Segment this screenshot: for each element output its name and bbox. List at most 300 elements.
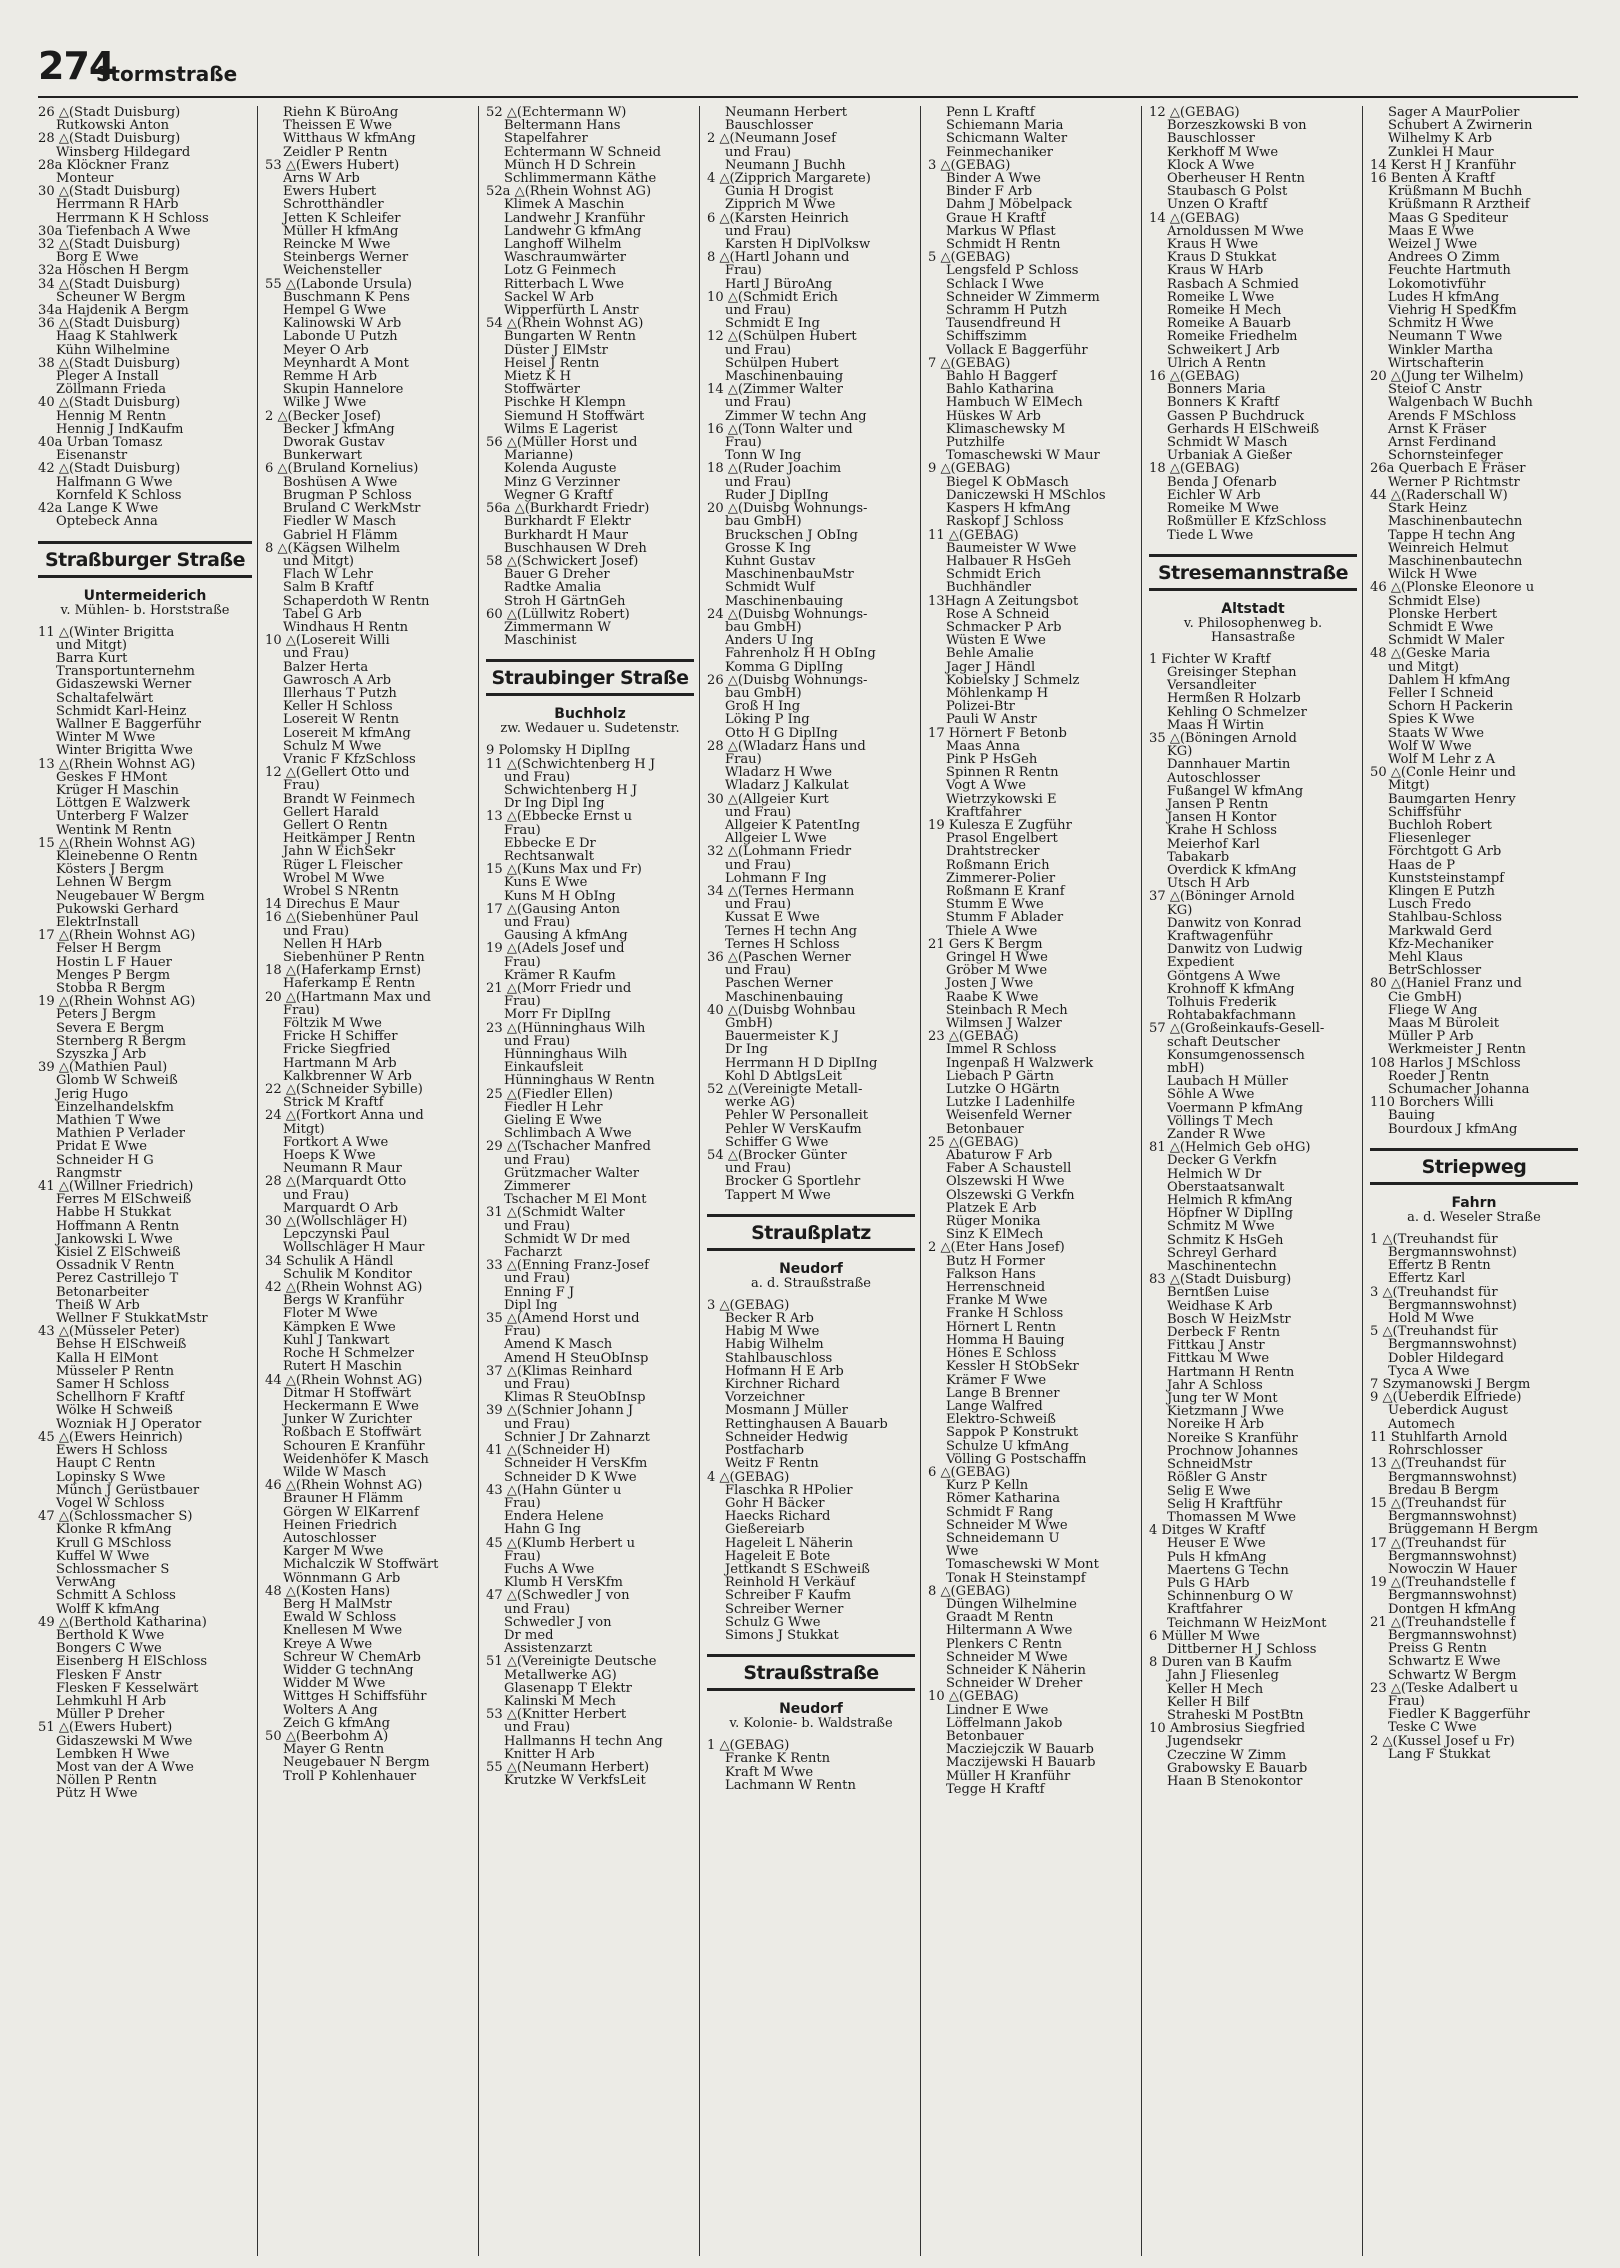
- street-section: [38, 541, 252, 618]
- directory-entry: Schellhorn F Kraftf: [56, 1391, 185, 1405]
- directory-entry: Schramm H Putzh: [946, 304, 1068, 318]
- page-number: 274: [38, 44, 115, 88]
- directory-entry: Pukowski Gerhard: [56, 902, 179, 916]
- directory-entry: Sappok P Konstrukt: [946, 1426, 1079, 1440]
- directory-entry: Siebenhüner P Rentn: [283, 951, 425, 965]
- directory-entry: Schmitz K HsGeh: [1167, 1233, 1284, 1247]
- directory-entry: Otto H G DiplIng: [725, 726, 838, 740]
- directory-entry: Nöllen P Rentn: [56, 1774, 157, 1788]
- directory-entry: Möhlenkamp H: [946, 686, 1049, 701]
- directory-entry: 60 △(Lüllwitz Robert): [486, 607, 630, 621]
- directory-entry: Bergmannswohnst): [1388, 1589, 1517, 1603]
- directory-entry: Schneider K Näherin: [946, 1663, 1086, 1678]
- directory-entry: Grabowsky E Bauarb: [1167, 1761, 1308, 1775]
- directory-entry: Kuns E Wwe: [504, 876, 588, 890]
- directory-entry: Pehler W Personalleit: [725, 1109, 869, 1123]
- directory-entry: Thomassen M Wwe: [1167, 1510, 1297, 1525]
- directory-entry: Schmidt F Rang: [946, 1505, 1054, 1519]
- directory-entry: Vogel W Schloss: [56, 1496, 165, 1511]
- directory-entry: Jahr A Schloss: [1167, 1378, 1263, 1393]
- district-name: Fahrn: [1451, 1194, 1497, 1211]
- directory-entry: Wellner F StukkatMstr: [56, 1312, 208, 1326]
- directory-entry: Wirtschafterin: [1388, 356, 1484, 371]
- street-section: [707, 1214, 915, 1291]
- directory-entry: Gieling E Wwe: [504, 1114, 602, 1128]
- directory-entry: Allgeier L Wwe: [725, 832, 827, 846]
- directory-entry: 34 △(Ternes Hermann: [707, 884, 855, 899]
- directory-entry: Jung ter W Mont: [1167, 1392, 1278, 1406]
- directory-entry: Zimmerer-Polier: [946, 871, 1056, 885]
- directory-entry: Haas de P: [1388, 858, 1456, 872]
- directory-entry: Theissen E Wwe: [283, 119, 393, 133]
- directory-entry: Einzelhandelskfm: [56, 1100, 174, 1115]
- directory-entry: Derbeck F Rentn: [1167, 1326, 1281, 1340]
- directory-entry: Frau): [283, 779, 320, 793]
- directory-entry: Habbe H Stukkat: [56, 1206, 172, 1220]
- directory-entry: Heckermann E Wwe: [283, 1399, 419, 1414]
- column-7: [1362, 106, 1583, 2256]
- directory-entry: 14 Kerst H J Kranführ: [1370, 158, 1516, 173]
- directory-entry: Binder F Arb: [946, 185, 1033, 199]
- directory-entry: 16 △(Tonn Walter und: [707, 422, 853, 437]
- directory-entry: Glomb W Schweiß: [56, 1074, 178, 1088]
- directory-entry: Wittges H Schiffsführ: [283, 1690, 427, 1704]
- directory-entry: 3 △(GEBAG): [707, 1298, 790, 1313]
- street-heading: Striepweg: [1370, 1148, 1578, 1185]
- directory-entry: Brugman P Schloss: [283, 488, 412, 503]
- directory-entry: Kreye A Wwe: [283, 1637, 373, 1651]
- directory-entry: 40 △(Duisbg Wohnbau: [707, 1003, 856, 1018]
- directory-entry: 14 △(GEBAG): [1149, 211, 1240, 225]
- directory-entry: Widder M Wwe: [283, 1677, 386, 1691]
- street-range: zw. Wedauer u. Sudetenstr.: [500, 721, 680, 737]
- directory-entry: Penn L Kraftf: [946, 106, 1035, 120]
- directory-entry: Franke K Rentn: [725, 1752, 831, 1766]
- directory-entry: Wollschläger H Maur: [283, 1241, 425, 1255]
- directory-entry: Nowoczin W Hauer: [1388, 1562, 1517, 1577]
- directory-entry: MaschinenbauMstr: [725, 568, 854, 582]
- directory-entry: Klimaschewsky M: [946, 422, 1066, 437]
- directory-entry: Jansen P Rentn: [1167, 797, 1269, 812]
- directory-entry: Stroh H GärtnGeh: [504, 594, 626, 608]
- directory-entry: Olszewski G Verkfn: [946, 1188, 1075, 1202]
- directory-entry: Wüsten E Wwe: [946, 634, 1046, 648]
- directory-entry: Tonn W Ing: [725, 449, 802, 463]
- directory-entry: Wilhelmy K Arb: [1388, 132, 1492, 146]
- directory-entry: Haag K Stahlwerk: [56, 330, 178, 344]
- directory-entry: Optebeck Anna: [56, 515, 158, 529]
- directory-entry: Düngen Wilhelmine: [946, 1597, 1077, 1612]
- directory-entry: Frau): [504, 955, 541, 969]
- directory-entry: 9 △(GEBAG): [928, 462, 1011, 476]
- directory-entry: 2 △(Neumann Josef: [707, 132, 837, 146]
- directory-entry: Hallmanns H techn Ang: [504, 1734, 663, 1748]
- directory-entry: 53 △(Knitter Herbert: [486, 1708, 627, 1722]
- directory-entry: Schweikert J Arb: [1167, 343, 1280, 357]
- directory-entry: und Frau): [504, 1721, 571, 1735]
- directory-entry: Rüger Monika: [946, 1215, 1041, 1229]
- directory-entry: Lutzke I Ladenhilfe: [946, 1096, 1075, 1110]
- directory-entry: Boshüsen A Wwe: [283, 475, 398, 489]
- directory-entry: Maschinenbauing: [725, 594, 844, 608]
- directory-entry: Frau): [504, 1496, 541, 1511]
- directory-entry: KG): [1167, 903, 1193, 917]
- directory-entry: Keller H Mech: [1167, 1682, 1264, 1696]
- directory-entry: Kietzmann J Wwe: [1167, 1405, 1284, 1419]
- directory-entry: Bonners K Kraftf: [1167, 396, 1280, 410]
- directory-entry: Fiedler W Masch: [283, 515, 397, 529]
- street-heading: Straßburger Straße: [38, 541, 252, 578]
- directory-entry: Feller I Schneid: [1388, 686, 1494, 701]
- directory-entry: Eisenberg H ElSchloss: [56, 1655, 208, 1669]
- directory-entry: Meierhof Karl: [1167, 837, 1260, 851]
- directory-entry: Teichmann W HeizMont: [1167, 1616, 1327, 1630]
- street-range: v. Kolonie- b. Waldstraße: [729, 1716, 893, 1732]
- directory-entry: BetrSchlosser: [1388, 964, 1482, 978]
- directory-entry: Marianne): [504, 449, 574, 463]
- directory-entry: 52 △(Vereinigte Metall-: [707, 1083, 863, 1097]
- directory-entry: Müller H Kranführ: [946, 1769, 1071, 1783]
- directory-entry: Karsten H DiplVolksw: [725, 238, 871, 252]
- directory-entry: 6 △(Karsten Heinrich: [707, 211, 849, 225]
- directory-entry: Gohr H Bäcker: [725, 1496, 825, 1511]
- directory-entry: 16 △(GEBAG): [1149, 370, 1240, 384]
- directory-entry: Hünninghaus W Rentn: [504, 1074, 655, 1088]
- directory-entry: Bourdoux J kfmAng: [1388, 1122, 1518, 1136]
- directory-entry: Bauschlosser: [725, 119, 813, 133]
- directory-entry: Buschhausen W Dreh: [504, 541, 647, 555]
- directory-entry: Maas G Spediteur: [1388, 211, 1508, 225]
- directory-entry: Habig Wilhelm: [725, 1338, 824, 1352]
- directory-entry: Helmich R kfmAng: [1167, 1194, 1293, 1208]
- directory-entry: Most van der A Wwe: [56, 1760, 194, 1775]
- directory-entry: Herrenschneid: [946, 1281, 1046, 1295]
- directory-entry: 1 △(Treuhandst für: [1370, 1232, 1498, 1247]
- directory-entry: Krämer F Wwe: [946, 1373, 1047, 1387]
- directory-entry: Bergmannswohnst): [1388, 1549, 1517, 1563]
- directory-entry: Postfacharb: [725, 1444, 805, 1458]
- directory-entry: Baumgarten Henry: [1388, 792, 1516, 806]
- directory-entry: Preiss G Rentn: [1388, 1642, 1487, 1656]
- directory-entry: Schlimmermann Käthe: [504, 172, 657, 186]
- directory-entry: Franke M Wwe: [946, 1294, 1048, 1308]
- directory-entry: Morr Fr DiplIng: [504, 1008, 611, 1022]
- directory-entry: Maczijewski H Bauarb: [946, 1756, 1096, 1770]
- directory-entry: Behse H ElSchweiß: [56, 1338, 187, 1352]
- directory-entry: 42 △(Rhein Wohnst AG): [265, 1281, 423, 1295]
- directory-entry: Minz G Verzinner: [504, 475, 620, 489]
- directory-entry: 17 △(Treuhandst für: [1370, 1536, 1506, 1550]
- directory-entry: 28 △(Marquardt Otto: [265, 1175, 407, 1189]
- directory-entry: Pridat E Wwe: [56, 1140, 148, 1154]
- directory-entry: Lepczynski Paul: [283, 1228, 390, 1242]
- directory-entry: 8 △(GEBAG): [928, 1584, 1011, 1598]
- directory-entry: Paschen Werner: [725, 977, 833, 991]
- directory-entry: 45 △(Ewers Heinrich): [38, 1430, 183, 1445]
- directory-entry: Noreike S Kranführ: [1167, 1431, 1298, 1445]
- directory-entry: 20 △(Hartmann Max und: [265, 990, 432, 1004]
- directory-entry: Hofmann H E Arb: [725, 1364, 844, 1379]
- directory-entry: und Frau): [283, 1188, 350, 1202]
- directory-entry: Rangmstr: [56, 1166, 122, 1181]
- directory-entry: 23 △(Teske Adalbert u: [1370, 1681, 1519, 1695]
- directory-entry: Wladarz J Kalkulat: [725, 779, 849, 793]
- directory-entry: Mehl Klaus: [1388, 951, 1463, 965]
- directory-entry: 5 △(Treuhandst für: [1370, 1325, 1498, 1339]
- directory-entry: Jahn W EichSekr: [283, 845, 396, 859]
- directory-entry: Dontgen H kfmAng: [1388, 1602, 1516, 1616]
- directory-entry: Plenkers C Rentn: [946, 1637, 1062, 1651]
- directory-entry: Weisenfeld Werner: [946, 1109, 1072, 1123]
- directory-entry: 35 △(Amend Horst und: [486, 1312, 640, 1326]
- directory-entry: Becker R Arb: [725, 1312, 814, 1326]
- directory-entry: Unzen O Kraftf: [1167, 198, 1268, 212]
- directory-entry: Teske C Wwe: [1388, 1721, 1477, 1735]
- directory-entry: Lang F Stukkat: [1388, 1747, 1491, 1761]
- directory-entry: Kraus H Wwe: [1167, 238, 1259, 252]
- directory-entry: Windhaus H Rentn: [283, 620, 409, 635]
- directory-entry: Overdick K kfmAng: [1167, 863, 1297, 878]
- directory-entry: Binder A Wwe: [946, 172, 1041, 186]
- directory-entry: Hostin L F Hauer: [56, 955, 172, 969]
- directory-entry: Kaspers H kfmAng: [946, 502, 1071, 516]
- directory-entry: Dr Ing Dipl Ing: [504, 797, 605, 811]
- directory-entry: Schneider H G: [56, 1153, 154, 1167]
- directory-entry: 50 △(Beerbohm A): [265, 1729, 389, 1744]
- directory-entry: Gausing A kfmAng: [504, 929, 628, 943]
- directory-entry: 41 △(Schneider H): [486, 1444, 611, 1458]
- directory-entry: Schmitt A Schloss: [56, 1589, 176, 1603]
- directory-entry: Jahn J Fliesenleg: [1167, 1669, 1279, 1683]
- directory-entry: Ingenpaß H Walzwerk: [946, 1056, 1094, 1070]
- directory-entry: Meyer O Arb: [283, 343, 369, 357]
- directory-entry: Assistenzarzt: [504, 1642, 593, 1656]
- directory-entry: Facharzt: [504, 1246, 562, 1260]
- directory-entry: Theiß W Arb: [56, 1298, 140, 1313]
- street-range: a. d. Weseler Straße: [1407, 1209, 1541, 1225]
- directory-entry: Wegner G Kraftf: [504, 488, 613, 503]
- directory-entry: Landwehr G kfmAng: [504, 224, 642, 239]
- directory-entry: Müller P Arb: [1388, 1030, 1474, 1044]
- directory-entry: 51 △(Ewers Hubert): [38, 1721, 173, 1735]
- directory-entry: Kunststeinstampf: [1388, 871, 1505, 885]
- directory-entry: Schneider W Dreher: [946, 1677, 1083, 1691]
- directory-entry: VerwAng: [56, 1576, 116, 1590]
- directory-entry: Wietrzykowski E: [946, 792, 1057, 806]
- directory-entry: Bergs W Kranführ: [283, 1294, 404, 1308]
- directory-entry: Bauschlosser: [1167, 132, 1255, 146]
- directory-entry: Ueberdick August: [1388, 1404, 1508, 1418]
- directory-entry: Kraus W HArb: [1167, 264, 1264, 278]
- directory-entry: Wolf W Wwe: [1388, 739, 1472, 753]
- directory-entry: Urbaniak A Gießer: [1167, 449, 1292, 463]
- directory-entry: Fiedler H Lehr: [504, 1100, 603, 1115]
- directory-entry: Tomaschewski W Mont: [946, 1558, 1099, 1572]
- directory-entry: Tegge H Kraftf: [946, 1782, 1045, 1796]
- directory-entry: Lokomotivführ: [1388, 277, 1486, 291]
- directory-entry: Pink P HsGeh: [946, 752, 1038, 767]
- directory-entry: KG): [1167, 745, 1193, 759]
- directory-entry: Schmitz M Wwe: [1167, 1220, 1275, 1234]
- directory-entry: Maschinenbauing: [725, 990, 844, 1004]
- directory-entry: Hörnert L Rentn: [946, 1320, 1057, 1334]
- column-2: [257, 106, 478, 2256]
- directory-entry: Bahlo Katharina: [946, 383, 1054, 397]
- directory-entry: 26 △(Duisbg Wohnungs-: [707, 673, 868, 687]
- directory-entry: Grützmacher Walter: [504, 1166, 640, 1181]
- directory-entry: Wallner E Baggerführ: [56, 717, 201, 732]
- directory-entry: Tabel G Arb: [283, 607, 362, 621]
- directory-entry: Tappert M Wwe: [725, 1188, 831, 1202]
- directory-entry: Ritterbach L Wwe: [504, 277, 624, 291]
- directory-entry: Zipprich M Wwe: [725, 198, 836, 212]
- directory-entry: Automech: [1388, 1417, 1455, 1431]
- directory-entry: Kessler H StObSekr: [946, 1360, 1079, 1374]
- directory-entry: Schulz M Wwe: [283, 739, 382, 753]
- directory-entry: Steinbergs Werner: [283, 251, 409, 265]
- directory-entry: 29 △(Tschacher Manfred: [486, 1140, 651, 1154]
- directory-entry: Lutzke O HGärtn: [946, 1083, 1060, 1097]
- directory-entry: Sackel W Arb: [504, 290, 594, 305]
- column-6: [1141, 106, 1362, 2256]
- directory-entry: 42a Lange K Wwe: [38, 502, 159, 516]
- directory-entry: Zimmer W techn Ang: [725, 409, 867, 423]
- directory-entry: Schinnenburg O W: [1167, 1590, 1293, 1604]
- directory-entry: Labonde U Putzh: [283, 330, 398, 344]
- directory-entry: 13 △(Ebbecke Ernst u: [486, 810, 633, 824]
- directory-entry: Göntgens A Wwe: [1167, 969, 1281, 983]
- directory-entry: und Frau): [725, 224, 792, 239]
- directory-entry: Schwedler J von: [504, 1615, 612, 1629]
- directory-entry: Marquardt O Arb: [283, 1201, 399, 1216]
- directory-entry: 28 △(Stadt Duisburg): [38, 132, 181, 146]
- street-section: [486, 659, 694, 736]
- directory-entry: Feinmechaniker: [946, 145, 1054, 159]
- directory-entry: Weizel J Wwe: [1388, 238, 1478, 252]
- directory-entry: Maas M Büroleit: [1388, 1017, 1500, 1031]
- directory-entry: und Frau): [725, 145, 792, 159]
- directory-entry: und Mitgt): [56, 638, 128, 652]
- directory-entry: Kalkbrenner W Arb: [283, 1069, 412, 1084]
- directory-entry: Frau): [725, 752, 762, 767]
- directory-entry: 1 △(GEBAG): [707, 1739, 790, 1753]
- directory-entry: Zeich G kfmAng: [283, 1716, 391, 1730]
- directory-entry: Graue H Kraftf: [946, 211, 1046, 225]
- directory-entry: Pehler W VersKaufm: [725, 1122, 862, 1136]
- directory-entry: Schmidt E Ing: [725, 317, 820, 331]
- directory-entry: Allgeier K PatentIng: [725, 818, 860, 833]
- directory-entry: Kuhnt Gustav: [725, 554, 816, 569]
- directory-entry: Schicmann Walter: [946, 132, 1068, 146]
- directory-entry: GmbH): [725, 1017, 773, 1031]
- directory-entry: Neugebauer N Bergm: [283, 1756, 430, 1770]
- directory-entry: Raskopf J Schloss: [946, 515, 1064, 529]
- directory-entry: Maschinenbautechn: [1388, 554, 1523, 569]
- directory-entry: Borzeszkowski B von: [1167, 119, 1307, 133]
- directory-entry: Bonners Maria: [1167, 383, 1266, 397]
- street-section: [707, 1654, 915, 1731]
- directory-entry: bau GmbH): [725, 515, 802, 529]
- directory-entry: Vranic F KfzSchloss: [283, 752, 416, 767]
- directory-entry: Polizei-Btr: [946, 700, 1015, 714]
- directory-entry: Dittberner H J Schloss: [1167, 1642, 1317, 1657]
- directory-entry: Hennig J IndKaufm: [56, 422, 184, 437]
- directory-entry: Platzek E Arb: [946, 1201, 1037, 1216]
- district-name: Neudorf: [779, 1260, 843, 1277]
- directory-entry: Fittkau J Anstr: [1167, 1339, 1265, 1353]
- directory-entry: Stoffwärter: [504, 383, 580, 397]
- directory-entry: 3 △(Treuhandst für: [1370, 1285, 1498, 1299]
- directory-entry: 18 △(Ruder Joachim: [707, 462, 842, 476]
- directory-entry: Münch J Gerüstbauer: [56, 1483, 200, 1497]
- directory-entry: Witthaus W kfmAng: [283, 132, 416, 146]
- directory-entry: Buschmann K Pens: [283, 290, 410, 305]
- directory-entry: Stumm F Ablader: [946, 911, 1064, 925]
- directory-entry: Bergmannswohnst): [1388, 1628, 1517, 1643]
- directory-entry: Tabakarb: [1167, 850, 1230, 864]
- directory-entry: Voermann P kfmAng: [1167, 1101, 1303, 1115]
- directory-entry: 14 Direchus E Maur: [265, 898, 400, 912]
- directory-entry: 52 △(Echtermann W): [486, 106, 627, 120]
- directory-entry: 13 △(Treuhandst für: [1370, 1457, 1506, 1471]
- directory-entry: 1 Fichter W Kraftf: [1149, 652, 1271, 666]
- directory-entry: Monteur: [56, 172, 114, 186]
- directory-entry: 23 △(GEBAG): [928, 1030, 1019, 1044]
- directory-entry: 6 △(Bruland Kornelius): [265, 462, 419, 476]
- directory-entry: 47 △(Schwedler J von: [486, 1589, 630, 1603]
- directory-entry: 58 △(Schwickert Josef): [486, 554, 639, 569]
- directory-entry: Stahlbauschloss: [725, 1351, 833, 1365]
- directory-entry: Lusch Fredo: [1388, 898, 1472, 912]
- directory-entry: Kfz-Mechaniker: [1388, 937, 1494, 951]
- directory-entry: Bauing: [1388, 1109, 1435, 1123]
- directory-entry: Zöllmann Frieda: [56, 383, 167, 397]
- directory-entry: Gringel H Wwe: [946, 951, 1048, 965]
- directory-entry: Dahlem H kfmAng: [1388, 673, 1511, 687]
- directory-entry: Schreiber F Kaufm: [725, 1589, 852, 1603]
- directory-entry: Markus W Pflast: [946, 224, 1056, 239]
- directory-entry: Rutkowski Anton: [56, 119, 170, 133]
- directory-entry: Burkhardt F Elektr: [504, 515, 631, 529]
- directory-entry: und Frau): [725, 964, 792, 978]
- directory-entry: Flach W Lehr: [283, 568, 373, 582]
- directory-entry: Barra Kurt: [56, 651, 128, 666]
- directory-entry: Dannhauer Martin: [1167, 758, 1291, 772]
- directory-entry: Winkler Martha: [1388, 343, 1494, 357]
- directory-entry: 56 △(Müller Horst und: [486, 436, 638, 450]
- directory-entry: Halfmann G Wwe: [56, 475, 173, 489]
- directory-entry: Neumann Herbert: [725, 106, 847, 120]
- directory-entry: Schneider W Zimmerm: [946, 290, 1100, 305]
- directory-entry: Fortkort A Wwe: [283, 1135, 389, 1150]
- directory-entry: 19 △(Rhein Wohnst AG): [38, 995, 196, 1009]
- directory-entry: Haferkamp E Rentn: [283, 977, 416, 991]
- directory-entry: 24 △(Duisbg Wohnungs-: [707, 607, 868, 621]
- directory-entry: 43 △(Hahn Günter u: [486, 1483, 622, 1497]
- directory-entry: Einkaufsleit: [504, 1061, 584, 1075]
- directory-entry: Ferres M ElSchweiß: [56, 1193, 192, 1207]
- directory-entry: 30a Tiefenbach A Wwe: [38, 224, 191, 239]
- directory-entry: Schaltafelwärt: [56, 691, 154, 705]
- directory-entry: Wozniak H J Operator: [56, 1417, 202, 1431]
- directory-entry: 45 △(Klumb Herbert u: [486, 1536, 636, 1550]
- directory-entry: Knitter H Arb: [504, 1747, 595, 1761]
- directory-entry: Bergmannswohnst): [1388, 1298, 1517, 1313]
- directory-entry: Amend H SteuObInsp: [504, 1351, 649, 1365]
- directory-entry: Lohmann F Ing: [725, 871, 827, 885]
- directory-entry: ElektrInstall: [56, 915, 139, 930]
- directory-entry: 12 △(Schülpen Hubert: [707, 330, 857, 344]
